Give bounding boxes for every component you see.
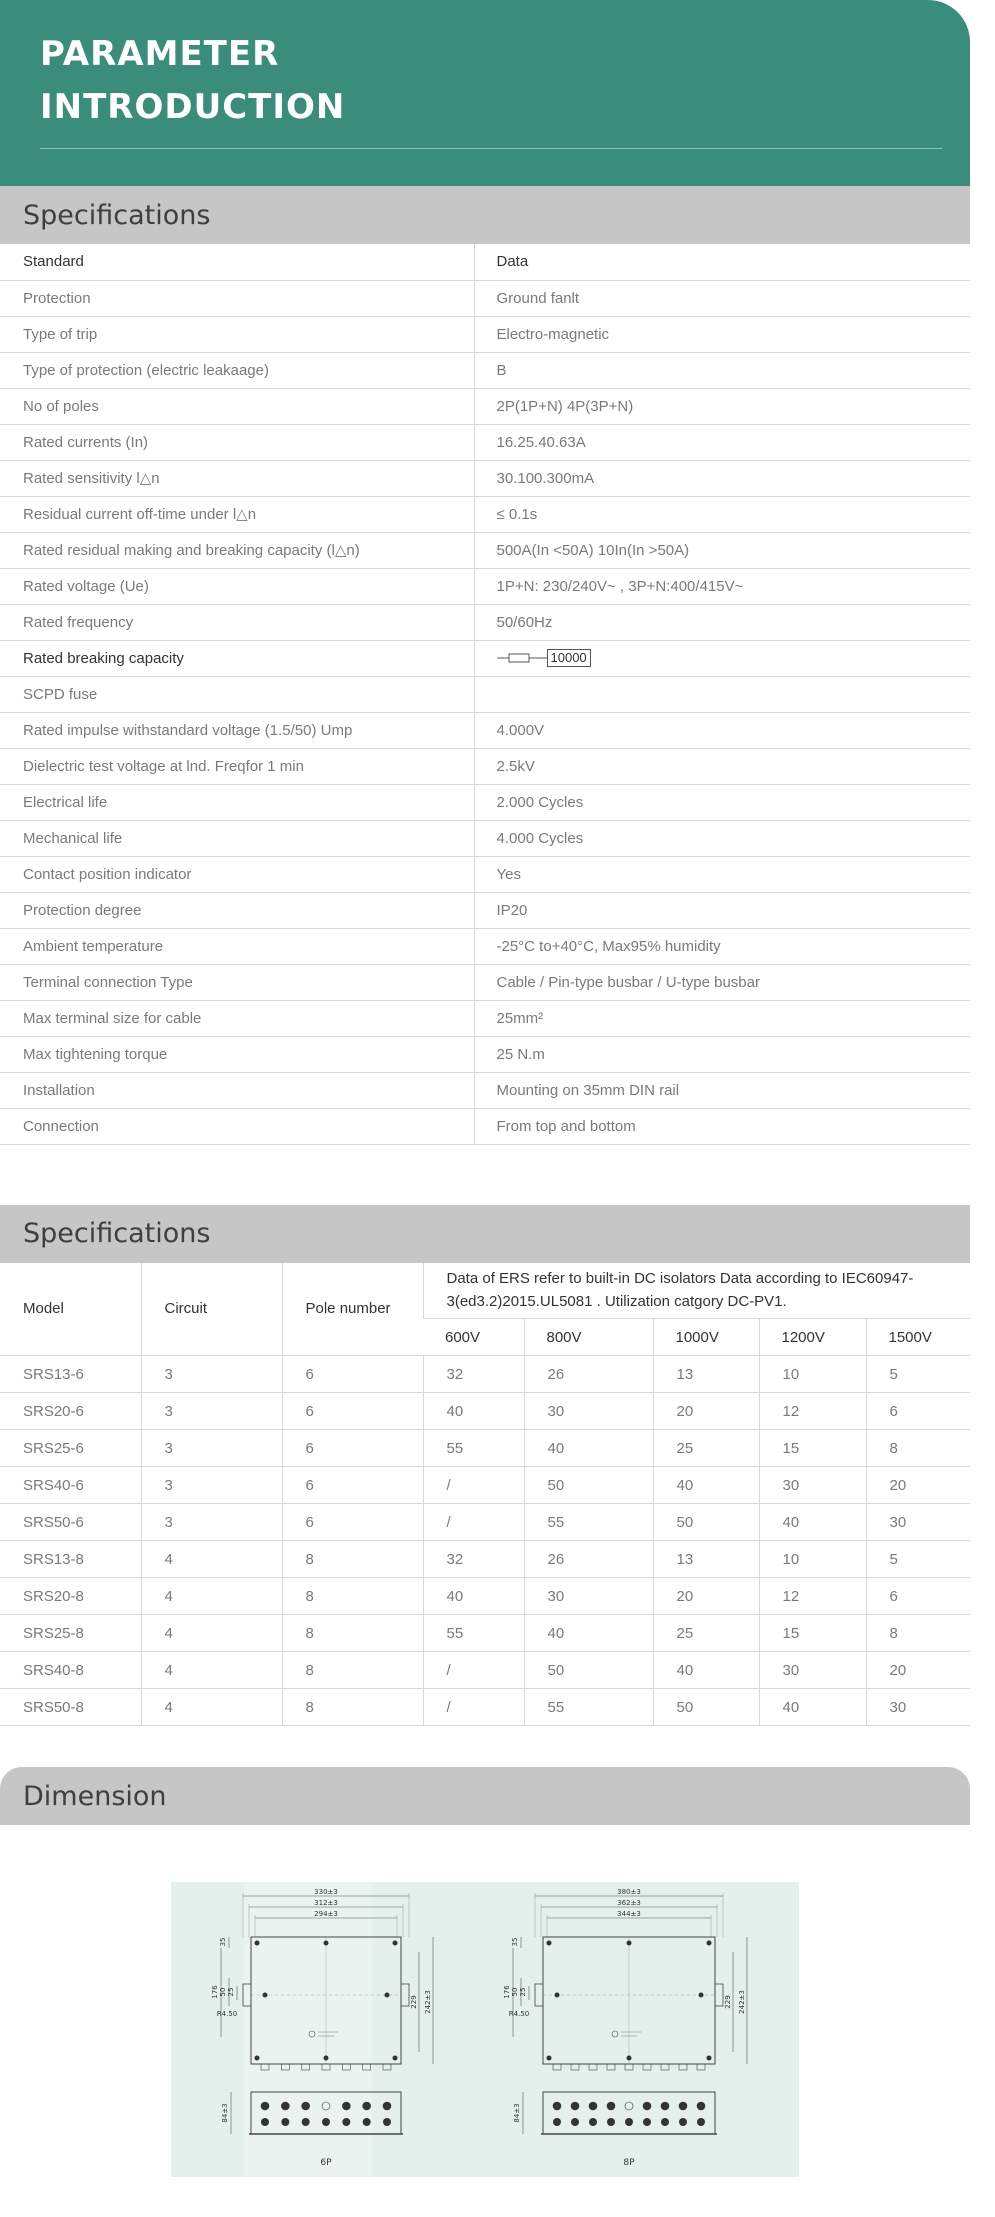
cable-gland-icon	[643, 2064, 651, 2070]
spec-value: -25°C to+40°C, Max95% humidity	[474, 928, 970, 964]
cable-gland-icon	[571, 2064, 579, 2070]
spec-label: Mechanical life	[0, 820, 474, 856]
mounting-hole-icon	[324, 2056, 329, 2061]
mounting-hole-icon	[255, 1941, 260, 1946]
dimension-label: 25	[227, 1987, 235, 1997]
dimension-label: 50	[219, 1987, 227, 1997]
dimension-label: 50	[511, 1987, 519, 1997]
spec-label: Max tightening torque	[0, 1036, 474, 1072]
header-description: Data of ERS refer to built-in DC isolators Data according to IEC60947-3(ed3.2)2015.UL5081 . Utilization catgory DC-PV1.	[423, 1263, 970, 1319]
dimension-label: 344±3	[617, 1910, 641, 1918]
connector-icon	[281, 2118, 289, 2126]
model-table	[0, 1263, 970, 1727]
cable-gland-icon	[589, 2064, 597, 2070]
cell-current-value: /	[423, 1652, 524, 1689]
table-row	[0, 1393, 970, 1430]
cell-model: SRS40-8	[0, 1652, 141, 1689]
cell-circuit: 3	[141, 1393, 282, 1430]
hero-banner	[0, 0, 970, 186]
specifications-table	[0, 244, 970, 1145]
connector-icon	[679, 2118, 687, 2126]
table-row	[0, 352, 970, 388]
connector-icon	[697, 2118, 705, 2126]
section-heading-dimension: Dimension	[0, 1767, 970, 1825]
spec-value: Cable / Pin-type busbar / U-type busbar	[474, 964, 970, 1000]
cell-current-value: 15	[759, 1430, 866, 1467]
cell-current-value: 50	[653, 1689, 759, 1726]
dimension-label: 229	[724, 1995, 732, 2009]
cell-model: SRS20-8	[0, 1578, 141, 1615]
spec-value	[474, 640, 970, 676]
breaking-capacity-symbol	[497, 649, 591, 667]
cell-current-value: 40	[759, 1689, 866, 1726]
cell-current-value: 15	[759, 1615, 866, 1652]
spec-value: Yes	[474, 856, 970, 892]
cell-current-value: 50	[524, 1467, 653, 1504]
cell-current-value: 55	[423, 1615, 524, 1652]
connector-icon	[363, 2118, 371, 2126]
fuse-icon	[497, 652, 547, 664]
mounting-hole-icon	[255, 2056, 260, 2061]
connector-icon	[625, 2118, 633, 2126]
spec-value: 4.000 Cycles	[474, 820, 970, 856]
connector-icon	[625, 2102, 633, 2110]
cell-current-value: 55	[524, 1504, 653, 1541]
section-heading-specifications-2: Specifications	[0, 1205, 970, 1263]
cell-current-value: 40	[653, 1652, 759, 1689]
cell-current-value: 50	[653, 1504, 759, 1541]
spacer	[0, 1145, 970, 1205]
connector-icon	[643, 2102, 651, 2110]
header-voltage: 1200V	[759, 1319, 866, 1356]
cell-pole: 8	[282, 1689, 423, 1726]
connector-icon	[607, 2102, 615, 2110]
cell-model: SRS40-6	[0, 1467, 141, 1504]
cell-current-value: 55	[423, 1430, 524, 1467]
cell-current-value: 13	[653, 1356, 759, 1393]
connector-icon	[697, 2102, 705, 2110]
mounting-hole-icon	[324, 1941, 329, 1946]
mounting-hole-icon	[393, 2056, 398, 2061]
spec-value: Electro-magnetic	[474, 316, 970, 352]
connector-icon	[322, 2118, 330, 2126]
header-voltage: 800V	[524, 1319, 653, 1356]
cell-circuit: 3	[141, 1356, 282, 1393]
mounting-hole-icon	[547, 2056, 552, 2061]
cell-model: SRS25-8	[0, 1615, 141, 1652]
header-model: Model	[0, 1263, 141, 1356]
cell-current-value: 40	[423, 1578, 524, 1615]
table-row	[0, 1072, 970, 1108]
spec-label: Max terminal size for cable	[0, 1000, 474, 1036]
cell-pole: 6	[282, 1356, 423, 1393]
mounting-hole-icon	[385, 1993, 390, 1998]
mounting-hole-icon	[555, 1993, 560, 1998]
drawing-caption: 8P	[623, 2158, 635, 2168]
cell-current-value: 30	[524, 1578, 653, 1615]
spec-label: Connection	[0, 1108, 474, 1144]
spec-value: From top and bottom	[474, 1108, 970, 1144]
cable-gland-icon	[697, 2064, 705, 2070]
table-row	[0, 460, 970, 496]
mounting-hole-icon	[393, 1941, 398, 1946]
cell-current-value: 5	[866, 1356, 970, 1393]
spec-label: Residual current off-time under l△n	[0, 496, 474, 532]
cell-current-value: 20	[653, 1578, 759, 1615]
mounting-hole-icon	[627, 1941, 632, 1946]
spec-value: 500A(In <50A) 10In(In >50A)	[474, 532, 970, 568]
cell-current-value: 55	[524, 1689, 653, 1726]
dimension-label: R4.50	[216, 2010, 238, 2018]
dimension-drawing	[171, 1882, 799, 2177]
cell-pole: 6	[282, 1430, 423, 1467]
cell-current-value: 32	[423, 1356, 524, 1393]
cell-current-value: 40	[759, 1504, 866, 1541]
cable-gland-icon	[383, 2064, 391, 2070]
dimension-label: 242±3	[424, 1990, 432, 2014]
mounting-hole-icon	[707, 2056, 712, 2061]
spec-label: Dielectric test voltage at lnd. Freqfor 1 min	[0, 748, 474, 784]
table-row	[0, 1652, 970, 1689]
cell-circuit: 3	[141, 1504, 282, 1541]
spec-label: Rated sensitivity l△n	[0, 460, 474, 496]
dimension-label: 25	[519, 1987, 527, 1997]
header-standard: Standard	[0, 244, 474, 280]
dimension-label: 84±3	[513, 2103, 521, 2123]
bracket-right	[401, 1984, 409, 2006]
table-row	[0, 676, 970, 712]
connector-icon	[661, 2102, 669, 2110]
header-voltage: 600V	[423, 1319, 524, 1356]
cell-current-value: 30	[524, 1393, 653, 1430]
cell-model: SRS50-6	[0, 1504, 141, 1541]
cell-current-value: 26	[524, 1541, 653, 1578]
cell-current-value: 25	[653, 1615, 759, 1652]
connector-icon	[643, 2118, 651, 2126]
cell-current-value: 40	[653, 1467, 759, 1504]
dimension-label: 176	[211, 1985, 219, 1999]
cell-current-value: /	[423, 1467, 524, 1504]
cell-pole: 8	[282, 1652, 423, 1689]
spec-value: 4.000V	[474, 712, 970, 748]
spec-label: Rated residual making and breaking capacity (l△n)	[0, 532, 474, 568]
spec-value: Mounting on 35mm DIN rail	[474, 1072, 970, 1108]
header-pole-number: Pole number	[282, 1263, 423, 1356]
cell-pole: 8	[282, 1541, 423, 1578]
connector-icon	[261, 2102, 269, 2110]
cell-current-value: 30	[866, 1689, 970, 1726]
dimension-label: 84±3	[221, 2103, 229, 2123]
breaking-capacity-value: 10000	[547, 649, 591, 667]
cell-current-value: 20	[866, 1652, 970, 1689]
spec-label: Type of protection (electric leakaage)	[0, 352, 474, 388]
table-row	[0, 1467, 970, 1504]
spacer	[0, 1726, 970, 1767]
cell-current-value: 40	[524, 1615, 653, 1652]
header-data: Data	[474, 244, 970, 280]
connector-icon	[342, 2102, 350, 2110]
spec-value: 1P+N: 230/240V~ , 3P+N:400/415V~	[474, 568, 970, 604]
table-row	[0, 1504, 970, 1541]
cell-current-value: 30	[759, 1467, 866, 1504]
table-header-row	[0, 244, 970, 280]
dimension-label: 380±3	[617, 1888, 641, 1896]
mounting-hole-icon	[699, 1993, 704, 1998]
cell-current-value: 6	[866, 1578, 970, 1615]
spec-value	[474, 676, 970, 712]
dimension-label: 362±3	[617, 1899, 641, 1907]
mounting-hole-icon	[263, 1993, 268, 1998]
table-row	[0, 640, 970, 676]
spec-label: Rated voltage (Ue)	[0, 568, 474, 604]
spec-value: Ground fanlt	[474, 280, 970, 316]
cell-current-value: 10	[759, 1356, 866, 1393]
cell-current-value: 10	[759, 1541, 866, 1578]
cell-circuit: 4	[141, 1578, 282, 1615]
header-voltage: 1500V	[866, 1319, 970, 1356]
spec-label: Rated impulse withstandard voltage (1.5/50) Ump	[0, 712, 474, 748]
spec-value: B	[474, 352, 970, 388]
mounting-hole-icon	[547, 1941, 552, 1946]
spec-value: 2P(1P+N) 4P(3P+N)	[474, 388, 970, 424]
spec-label: Installation	[0, 1072, 474, 1108]
header-circuit: Circuit	[141, 1263, 282, 1356]
cell-current-value: 25	[653, 1430, 759, 1467]
cell-circuit: 3	[141, 1467, 282, 1504]
table-row	[0, 712, 970, 748]
cell-model: SRS25-6	[0, 1430, 141, 1467]
cell-current-value: 26	[524, 1356, 653, 1393]
enclosure-bottom	[543, 2092, 715, 2134]
dimension-label: 35	[219, 1937, 227, 1947]
table-row	[0, 568, 970, 604]
page-title	[40, 28, 345, 134]
spec-label: Electrical life	[0, 784, 474, 820]
spec-label: Terminal connection Type	[0, 964, 474, 1000]
table-row	[0, 1541, 970, 1578]
cable-gland-icon	[553, 2064, 561, 2070]
section-heading-specifications: Specifications	[0, 186, 970, 244]
cable-gland-icon	[607, 2064, 615, 2070]
connector-icon	[363, 2102, 371, 2110]
drawing-caption: 6P	[320, 2158, 332, 2168]
table-row	[0, 1108, 970, 1144]
bracket-right	[715, 1984, 723, 2006]
dimension-label: 229	[410, 1995, 418, 2009]
connector-icon	[383, 2118, 391, 2126]
table-row	[0, 1578, 970, 1615]
spec-label: Protection degree	[0, 892, 474, 928]
table-row	[0, 1430, 970, 1467]
cell-pole: 6	[282, 1467, 423, 1504]
cell-current-value: 20	[866, 1467, 970, 1504]
cell-circuit: 4	[141, 1689, 282, 1726]
cell-current-value: 8	[866, 1430, 970, 1467]
connector-icon	[342, 2118, 350, 2126]
table-row	[0, 604, 970, 640]
spec-label: Type of trip	[0, 316, 474, 352]
cell-model: SRS20-6	[0, 1393, 141, 1430]
spec-value: 25 N.m	[474, 1036, 970, 1072]
table-row	[0, 424, 970, 460]
mounting-hole-icon	[627, 2056, 632, 2061]
spec-label: Ambient temperature	[0, 928, 474, 964]
cell-current-value: 12	[759, 1578, 866, 1615]
cell-current-value: 6	[866, 1393, 970, 1430]
mounting-hole-icon	[707, 1941, 712, 1946]
cable-gland-icon	[661, 2064, 669, 2070]
cell-current-value: 8	[866, 1615, 970, 1652]
connector-icon	[553, 2118, 561, 2126]
connector-icon	[679, 2102, 687, 2110]
connector-icon	[571, 2102, 579, 2110]
dimension-label: R4.50	[508, 2010, 530, 2018]
cell-current-value: 13	[653, 1541, 759, 1578]
spec-value: 16.25.40.63A	[474, 424, 970, 460]
connector-icon	[607, 2118, 615, 2126]
table-header-row	[0, 1263, 970, 1319]
dimension-label: 330±3	[314, 1888, 338, 1896]
spec-label: Rated breaking capacity	[0, 640, 474, 676]
dimension-label: 294±3	[314, 1910, 338, 1918]
table-row	[0, 748, 970, 784]
connector-icon	[302, 2118, 310, 2126]
label-mark-icon	[612, 2031, 618, 2037]
table-row	[0, 532, 970, 568]
cell-circuit: 3	[141, 1430, 282, 1467]
table-row	[0, 856, 970, 892]
cell-circuit: 4	[141, 1615, 282, 1652]
table-row	[0, 892, 970, 928]
table-row	[0, 820, 970, 856]
table-row	[0, 964, 970, 1000]
cell-pole: 6	[282, 1504, 423, 1541]
cable-gland-icon	[679, 2064, 687, 2070]
page-title-line2: INTRODUCTION	[40, 87, 346, 127]
table-row	[0, 1689, 970, 1726]
connector-icon	[281, 2102, 289, 2110]
cell-pole: 8	[282, 1615, 423, 1652]
hero-divider	[40, 148, 942, 149]
spec-value: 30.100.300mA	[474, 460, 970, 496]
cell-current-value: 12	[759, 1393, 866, 1430]
table-row	[0, 928, 970, 964]
cell-pole: 8	[282, 1578, 423, 1615]
cell-current-value: 30	[759, 1652, 866, 1689]
cell-current-value: 40	[423, 1393, 524, 1430]
spec-value: ≤ 0.1s	[474, 496, 970, 532]
connector-icon	[571, 2118, 579, 2126]
spec-value: 50/60Hz	[474, 604, 970, 640]
cell-current-value: 20	[653, 1393, 759, 1430]
cell-circuit: 4	[141, 1541, 282, 1578]
drawing-panel	[244, 1882, 372, 2177]
cell-current-value: 50	[524, 1652, 653, 1689]
cell-circuit: 4	[141, 1652, 282, 1689]
table-row	[0, 388, 970, 424]
connector-icon	[302, 2102, 310, 2110]
spec-label: SCPD fuse	[0, 676, 474, 712]
spec-value: IP20	[474, 892, 970, 928]
connector-icon	[553, 2102, 561, 2110]
header-voltage: 1000V	[653, 1319, 759, 1356]
bracket-left	[535, 1984, 543, 2006]
cell-current-value: /	[423, 1689, 524, 1726]
cable-gland-icon	[625, 2064, 633, 2070]
table-row	[0, 1000, 970, 1036]
cell-pole: 6	[282, 1393, 423, 1430]
cell-current-value: 30	[866, 1504, 970, 1541]
dimension-label: 242±3	[738, 1990, 746, 2014]
cell-current-value: /	[423, 1504, 524, 1541]
table-row	[0, 1615, 970, 1652]
spec-label: Rated frequency	[0, 604, 474, 640]
spec-value: 2.000 Cycles	[474, 784, 970, 820]
connector-icon	[661, 2118, 669, 2126]
cell-model: SRS13-8	[0, 1541, 141, 1578]
table-row	[0, 1356, 970, 1393]
page-title-line1: PARAMETER	[40, 34, 280, 74]
spec-label: Rated currents (In)	[0, 424, 474, 460]
spec-label: Protection	[0, 280, 474, 316]
cell-model: SRS13-6	[0, 1356, 141, 1393]
spec-label: Contact position indicator	[0, 856, 474, 892]
table-row	[0, 280, 970, 316]
cell-current-value: 32	[423, 1541, 524, 1578]
table-row	[0, 316, 970, 352]
table-row	[0, 1036, 970, 1072]
connector-icon	[589, 2102, 597, 2110]
cell-current-value: 5	[866, 1541, 970, 1578]
dimension-label: 176	[503, 1985, 511, 1999]
connector-icon	[261, 2118, 269, 2126]
spec-label: No of poles	[0, 388, 474, 424]
dimension-label: 312±3	[314, 1899, 338, 1907]
spec-value: 25mm²	[474, 1000, 970, 1036]
dimension-label: 35	[511, 1937, 519, 1947]
table-row	[0, 784, 970, 820]
connector-icon	[383, 2102, 391, 2110]
spec-value: 2.5kV	[474, 748, 970, 784]
cell-model: SRS50-8	[0, 1689, 141, 1726]
connector-icon	[589, 2118, 597, 2126]
cell-current-value: 40	[524, 1430, 653, 1467]
table-row	[0, 496, 970, 532]
